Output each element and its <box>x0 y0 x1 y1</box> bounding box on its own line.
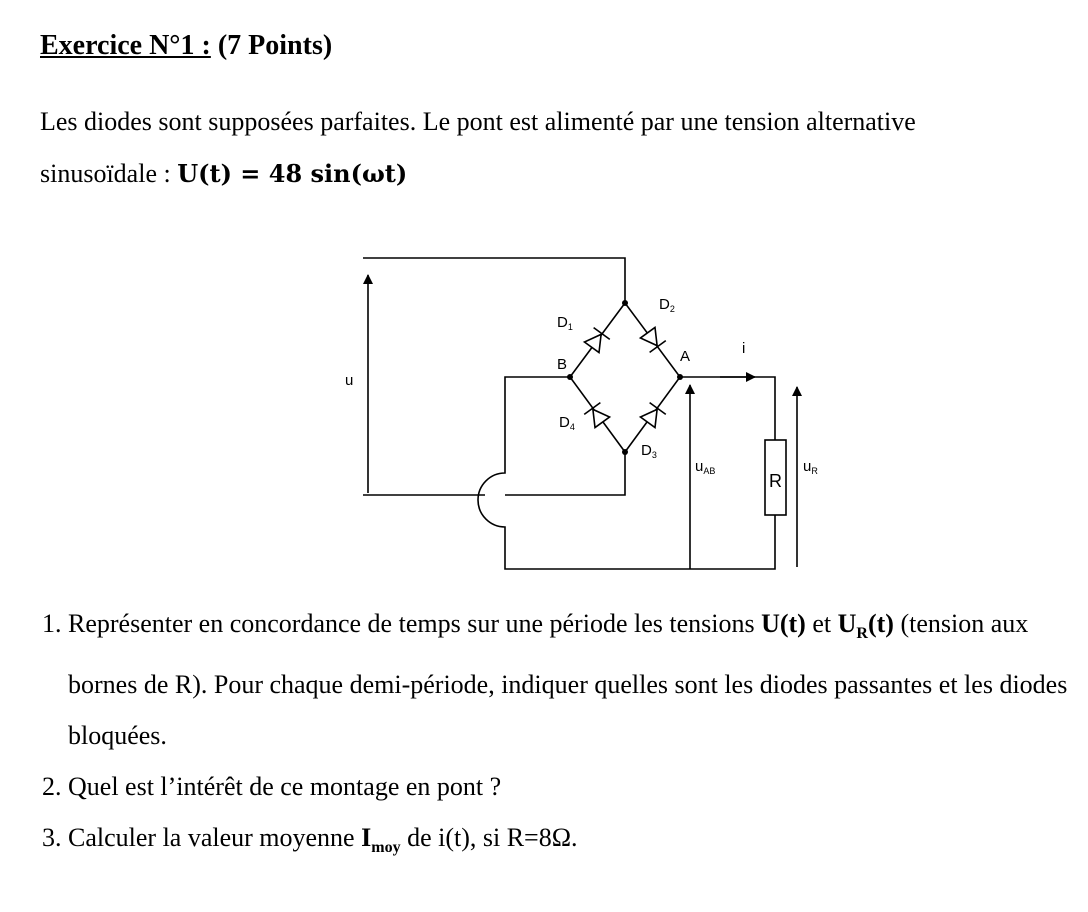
node-a-dot <box>677 374 683 380</box>
diode-d3 <box>640 403 666 429</box>
wire-b-down <box>478 377 775 569</box>
intro-prefix: sinusoïdale : <box>40 159 178 188</box>
intro-line-2 <box>40 148 1030 200</box>
exercise-points: (7 Points) <box>217 30 333 61</box>
wire-a-right <box>680 377 775 440</box>
intro-line-1: Les diodes sont supposées parfaites. Le pont est alimenté par une tension alternative <box>40 107 916 136</box>
label-u: u <box>345 372 354 389</box>
label-a: A <box>680 348 691 365</box>
diode-d4 <box>584 403 610 429</box>
diode-d2 <box>640 327 666 353</box>
intro-paragraph <box>40 96 1030 200</box>
node-b-dot <box>567 374 573 380</box>
questions-list <box>0 598 1088 873</box>
question-1: 1. Représenter en concordance de temps sur une période les tensions U(t) et $U_R(t)$ (tension aux bornes de R). Pour chaque demi-période, indiquer quelles sont les diodes passantes et les diodes bloquées. <box>68 598 1088 761</box>
label-d4: $D_4$ <box>559 414 575 432</box>
wire-bottom-right <box>505 452 625 495</box>
question-2: 2. Quel est l’intérêt de ce montage en pont ? <box>68 761 1088 812</box>
label-ur: $u_R$ <box>803 458 818 476</box>
exercise-title <box>40 30 332 62</box>
label-current: i <box>742 340 746 357</box>
label-b: B <box>557 356 568 373</box>
label-d3: $D_3$ <box>641 442 657 460</box>
exercise-number: Exercice N°1 : <box>40 30 211 61</box>
label-uab: $u_{AB}$ <box>695 458 716 476</box>
node-top-dot <box>622 300 628 306</box>
voltage-equation: U(t) = 48 sin(ωt) <box>177 159 408 188</box>
wire-top <box>363 258 625 303</box>
label-d2: $D_2$ <box>659 296 675 314</box>
node-bottom-dot <box>622 449 628 455</box>
bridge-rectifier-diagram <box>335 245 818 580</box>
label-resistor: R <box>769 471 782 491</box>
bridge-diamond <box>570 303 680 452</box>
diode-d1 <box>584 328 610 354</box>
label-d1: $D_1$ <box>557 314 573 332</box>
question-3: 3. Calculer la valeur moyenne $I_{moy}$ de i(t), si R=8Ω. <box>68 812 1088 873</box>
